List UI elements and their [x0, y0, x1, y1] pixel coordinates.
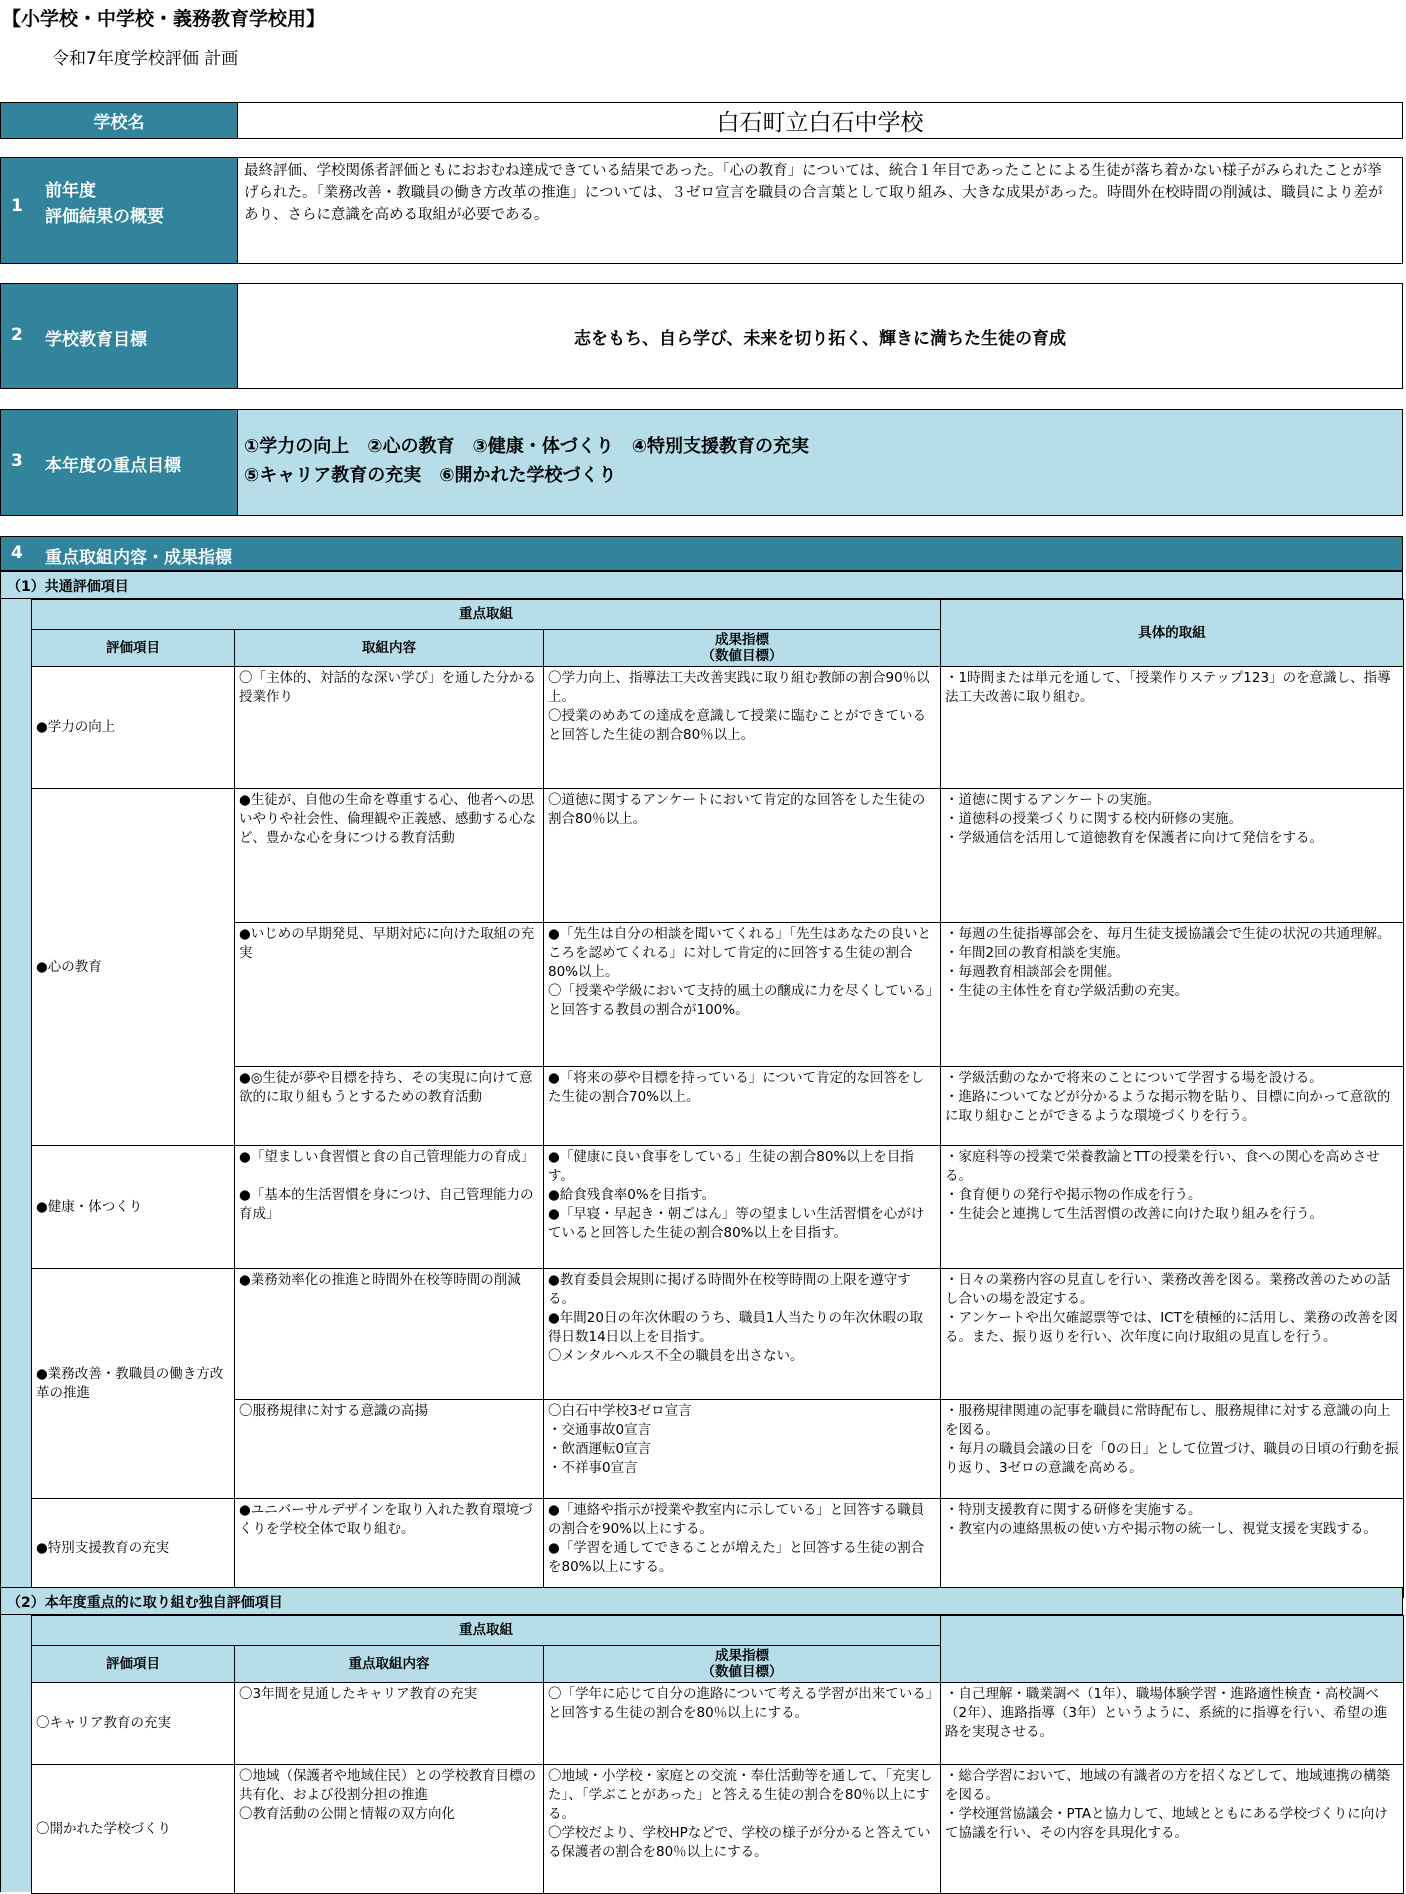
content-cell: [235, 1067, 544, 1146]
focus-goals-label: [1, 410, 237, 515]
table-row: [32, 1269, 1404, 1400]
content-line: [239, 1167, 539, 1186]
table-row: [32, 923, 1404, 1067]
indicator-cell: [544, 1067, 941, 1146]
indicator-cell: [544, 667, 941, 789]
specific-line: ・生徒会と連携して生活習慣の改善に向けた取り組みを行う。: [945, 1206, 1323, 1222]
header-indicator-main: 成果指標: [715, 1648, 769, 1664]
section-number: 4: [11, 543, 23, 563]
header-indicator-main: 成果指標: [715, 632, 769, 648]
header-content: 重点取組内容: [235, 1646, 544, 1683]
school-name: 白石町立白石中学校: [237, 103, 1402, 138]
evaluation-item: ●学力の向上: [32, 667, 235, 789]
common-items-table: [31, 599, 1404, 1598]
header-content: 取組内容: [235, 630, 544, 667]
header-item: 評価項目: [32, 630, 235, 667]
school-goal-block: [0, 283, 1403, 389]
header-group: 重点取組: [32, 600, 941, 630]
specific-line: ・特別支援教育に関する研修を実施する。: [945, 1502, 1202, 1518]
specific-line: ・食育便りの発行や掲示物の作成を行う。: [945, 1187, 1202, 1203]
indicator-line: ●年間20日の年次休暇のうち、職員1人当たりの年次休暇の取得日数14日以上を目指す。: [548, 1310, 924, 1345]
content-line: ●いじめの早期発見、早期対応に向けた取組の充実: [239, 926, 535, 961]
specific-cell: [941, 1683, 1404, 1765]
specific-cell: [941, 923, 1404, 1067]
content-cell: [235, 1269, 544, 1400]
specific-cell: [941, 1765, 1404, 1894]
indicator-line: 〇学校だより、学校HPなどで、学校の様子が分かると答えている保護者の割合を80％以上にする。: [548, 1825, 931, 1860]
indicator-line: ●「将来の夢や目標を持っている」について肯定的な回答をした生徒の割合70%以上。: [548, 1070, 925, 1105]
unique-items-title: （2）本年度重点的に取り組む独自評価項目: [0, 1587, 1403, 1615]
specific-cell: [941, 1400, 1404, 1499]
indicator-cell: [544, 789, 941, 923]
school-goal-text: 志をもち、自ら学び、未来を切り拓く、輝きに満ちた生徒の育成: [237, 284, 1402, 388]
content-line: 〇服務規律に対する意識の高揚: [239, 1403, 428, 1419]
evaluation-item: 〇開かれた学校づくり: [32, 1765, 235, 1894]
specific-line: ・進路についてなどが分かるような掲示物を貼り、目標に向かって意欲的に取り組むことができるような環境づくりを行う。: [945, 1089, 1391, 1124]
table-row: [32, 1683, 1404, 1765]
table-row: [32, 1499, 1404, 1598]
indicator-line: ●「連絡や指示が授業や教室内に示している」と回答する職員の割合を90%以上にする。: [548, 1502, 925, 1537]
focus-goals-block: [0, 409, 1403, 516]
indicator-cell: [544, 1683, 941, 1765]
specific-line: ・自己理解・職業調べ（1年）、職場体験学習・進路適性検査・高校調べ（2年）、進路指導（3年）というように、系統的に指導を行い、希望の進路を実現させる。: [945, 1686, 1388, 1740]
label-text: 学校教育目標: [45, 330, 147, 350]
specific-line: ・服務規律関連の記事を職員に常時配布し、服務規律に対する意識の向上を図る。: [945, 1403, 1391, 1438]
content-cell: [235, 789, 544, 923]
specific-line: ・道徳科の授業づくりに関する校内研修の実施。: [945, 811, 1242, 827]
content-line: ●「望ましい食習慣と食の自己管理能力の育成」: [239, 1149, 535, 1165]
focus-goals-line: ⑤キャリア教育の充実 ⑥開かれた学校づくり: [244, 465, 617, 486]
indicator-line: 〇学力向上、指導法工夫改善実践に取り組む教師の割合90％以上。: [548, 670, 930, 705]
content-line: 〇地域（保護者や地域住民）との学校教育目標の共有化、および役割分担の推進: [239, 1768, 536, 1803]
specific-line: ・道徳に関するアンケートの実施。: [945, 792, 1161, 808]
content-line: ●ユニバーサルデザインを取り入れた教育環境づくりを学校全体で取り組む。: [239, 1502, 533, 1537]
specific-line: ・毎週の生徒指導部会を、毎月生徒支援協議会で生徒の状況の共通理解。: [945, 926, 1391, 942]
evaluation-item: ●特別支援教育の充実: [32, 1499, 235, 1598]
indicator-cell: [544, 1499, 941, 1598]
content-line: 〇3年間を見通したキャリア教育の充実: [239, 1686, 478, 1702]
label-line: 前年度: [45, 181, 96, 201]
specific-line: ・日々の業務内容の見直しを行い、業務改善を図る。業務改善のための話し合いの場を設定する。: [945, 1272, 1391, 1307]
specific-cell: [941, 1146, 1404, 1269]
content-cell: [235, 1400, 544, 1499]
section4-header: [0, 536, 1403, 571]
focus-goals-text: [237, 410, 1402, 515]
specific-line: ・教室内の連絡黒板の使い方や掲示物の統一し、視覚支援を実践する。: [945, 1521, 1377, 1537]
specific-cell: [941, 789, 1404, 923]
specific-cell: [941, 1499, 1404, 1598]
header-specific: 具体的取組: [941, 600, 1404, 667]
previous-evaluation-text: 最終評価、学校関係者評価ともにおおむね達成できている結果であった。「心の教育」については、統合１年目であったことによる生徒が落ち着かない様子がみられたことが挙げられた。「業務改善・教職員の働き方改革の推進」については、３ゼロ宣言を職員の合言葉として取り組み、大きな成果があった。時間外在校時間の削減は、職員により差があり、さらに意識を高める取組が必要である。: [237, 158, 1402, 263]
content-cell: [235, 923, 544, 1067]
school-name-label: 学校名: [1, 103, 237, 138]
header-indicator: [544, 1646, 941, 1683]
evaluation-item: 〇キャリア教育の充実: [32, 1683, 235, 1765]
previous-evaluation-label: [1, 158, 237, 263]
specific-cell: [941, 1067, 1404, 1146]
specific-line: ・学級通信を活用して道徳教育を保護者に向けて発信をする。: [945, 830, 1323, 846]
specific-line: ・総合学習において、地域の有識者の方を招くなどして、地域連携の構築を図る。: [945, 1768, 1390, 1803]
indicator-line: 〇地域・小学校・家庭との交流・奉仕活動等を通して、「充実した」、「学ぶことがあった」と答える生徒の割合を80％以上にする。: [548, 1768, 933, 1822]
indicator-line: ●「先生は自分の相談を聞いてくれる」「先生はあなたの良いところを認めてくれる」に対して肯定的に回答する生徒の割合80%以上。: [548, 926, 932, 980]
indicator-cell: [544, 1400, 941, 1499]
table-row: [32, 667, 1404, 789]
indicator-line: 〇メンタルヘルス不全の職員を出さない。: [548, 1348, 804, 1364]
content-cell: [235, 1146, 544, 1269]
content-line: ●業務効率化の推進と時間外在校等時間の削減: [239, 1272, 521, 1288]
indicator-line: ・不祥事0宣言: [548, 1460, 638, 1476]
section-title: 重点取組内容・成果指標: [45, 548, 232, 568]
header-indicator: [544, 630, 941, 667]
left-strip: [0, 1615, 31, 1892]
school-goal-label: [1, 284, 237, 388]
indicator-line: 〇授業のめあての達成を意識して授業に臨むことができていると回答した生徒の割合80％以上。: [548, 708, 926, 743]
indicator-line: ●「早寝・早起き・朝ごはん」等の望ましい生活習慣を心がけていると回答した生徒の割合80%以上を目指す。: [548, 1206, 925, 1241]
header-item: 評価項目: [32, 1646, 235, 1683]
indicator-line: ●給食残食率0%を目指す。: [548, 1187, 716, 1203]
specific-cell: [941, 1269, 1404, 1400]
indicator-line: 〇白石中学校3ゼロ宣言: [548, 1403, 692, 1419]
content-line: 〇「主体的、対話的な深い学び」を通した分かる授業作り: [239, 670, 536, 705]
indicator-line: ・交通事故0宣言: [548, 1422, 652, 1438]
content-cell: [235, 1765, 544, 1894]
page-title: 【小学校・中学校・義務教育学校用】: [2, 8, 326, 30]
table-row: [32, 1400, 1404, 1499]
indicator-line: ●教育委員会規則に掲げる時間外在校等時間の上限を遵守する。: [548, 1272, 911, 1307]
indicator-line: 〇「学年に応じて自分の進路について考える学習が出来ている」と回答する生徒の割合を80％以上にする。: [548, 1686, 933, 1721]
content-line: 〇教育活動の公開と情報の双方向化: [239, 1806, 455, 1822]
specific-line: ・学校運営協議会・PTAと協力して、地域とともにある学校づくりに向けて協議を行い、その内容を具現化する。: [945, 1806, 1388, 1841]
section-number: 3: [11, 451, 23, 471]
evaluation-item: ●業務改善・教職員の働き方改革の推進: [32, 1269, 235, 1499]
specific-line: ・学級活動のなかで将来のことについて学習する場を設ける。: [945, 1070, 1323, 1086]
specific-line: ・家庭科等の授業で栄養教諭とTTの授業を行い、食への関心を高めさせる。: [945, 1149, 1380, 1184]
indicator-line: 〇「授業や学級において支持的風土の醸成に力を尽くしている」と回答する教員の割合が100%。: [548, 983, 933, 1018]
header-specific: [941, 1616, 1404, 1683]
indicator-cell: [544, 1765, 941, 1894]
table-row: [32, 1067, 1404, 1146]
left-strip: [0, 599, 31, 1587]
specific-cell: [941, 667, 1404, 789]
specific-line: ・1時間または単元を通して、「授業作りステップ123」のを意識し、指導法工夫改善に取り組む。: [945, 670, 1391, 705]
common-items-title: （1）共通評価項目: [0, 571, 1403, 599]
evaluation-item: ●健康・体つくり: [32, 1146, 235, 1269]
indicator-cell: [544, 1146, 941, 1269]
indicator-line: ●「健康に良い食事をしている」生徒の割合80%以上を目指す。: [548, 1149, 914, 1184]
indicator-line: 〇道徳に関するアンケートにおいて肯定的な回答をした生徒の割合80％以上。: [548, 792, 926, 827]
page-subtitle: 令和7年度学校評価 計画: [52, 49, 239, 69]
specific-line: ・生徒の主体性を育む学級活動の充実。: [945, 983, 1188, 999]
evaluation-item: ●心の教育: [32, 789, 235, 1146]
content-cell: [235, 667, 544, 789]
content-cell: [235, 1683, 544, 1765]
content-line: ●「基本的生活習慣を身につけ、自己管理能力の育成」: [239, 1187, 534, 1222]
content-cell: [235, 1499, 544, 1598]
specific-line: ・年間2回の教育相談を実施。: [945, 945, 1130, 961]
focus-goals-line: ①学力の向上 ②心の教育 ③健康・体づくり ④特別支援教育の充実: [244, 436, 809, 457]
school-name-block: [0, 102, 1403, 139]
indicator-cell: [544, 1269, 941, 1400]
header-indicator-sub: （数値目標）: [701, 1664, 783, 1680]
header-group: 重点取組: [32, 1616, 941, 1646]
content-line: ●生徒が、自他の生命を尊重する心、他者への思いやりや社会性、倫理観や正義感、感動する心など、豊かな心を身につける教育活動: [239, 792, 536, 846]
label-text: 本年度の重点目標: [45, 456, 181, 476]
label-line: 評価結果の概要: [45, 207, 164, 227]
section-number: 2: [11, 325, 23, 345]
unique-items-table: [31, 1615, 1404, 1894]
specific-line: ・毎週教育相談部会を開催。: [945, 964, 1121, 980]
table-row: [32, 789, 1404, 923]
indicator-line: ●「学習を通してできることが増えた」と回答する生徒の割合を80%以上にする。: [548, 1540, 925, 1575]
table-row: [32, 1765, 1404, 1894]
content-line: ●◎生徒が夢や目標を持ち、その実現に向けて意欲的に取り組もうとするための教育活動: [239, 1070, 533, 1105]
indicator-cell: [544, 923, 941, 1067]
specific-line: ・毎月の職員会議の日を「0の日」として位置づけ、職員の日頃の行動を振り返り、3ゼロの意識を高める。: [945, 1441, 1399, 1476]
header-indicator-sub: （数値目標）: [701, 648, 783, 664]
previous-evaluation-block: [0, 157, 1403, 264]
table-row: [32, 1146, 1404, 1269]
indicator-line: ・飲酒運転0宣言: [548, 1441, 652, 1457]
specific-line: ・アンケートや出欠確認票等では、ICTを積極的に活用し、業務の改善を図る。また、振り返りを行い、次年度に向け取組の見直しを行う。: [945, 1310, 1398, 1345]
section-number: 1: [11, 196, 23, 216]
